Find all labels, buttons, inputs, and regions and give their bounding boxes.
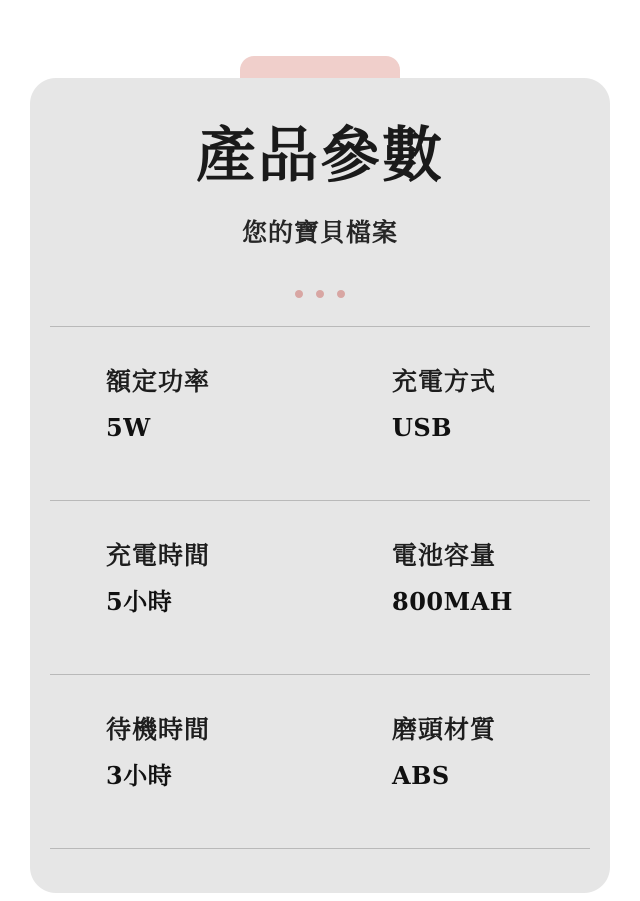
dot-icon <box>295 290 303 298</box>
spec-label: 電池容量 <box>392 541 497 570</box>
spec-item-battery-capacity <box>320 501 590 674</box>
spec-label: 充電方式 <box>392 367 497 396</box>
dot-icon <box>337 290 345 298</box>
spec-item-charging-method <box>320 327 590 500</box>
spec-value: 3小時 <box>106 761 173 790</box>
spec-value: ABS <box>392 761 450 790</box>
dot-icon <box>316 290 324 298</box>
spec-value: USB <box>392 413 453 442</box>
spec-label: 充電時間 <box>106 541 211 570</box>
spec-value: 5W <box>106 413 151 442</box>
spec-card <box>30 78 610 893</box>
spec-item-rated-power <box>50 327 320 500</box>
spec-value: 800MAH <box>392 587 513 616</box>
spec-value: 5小時 <box>106 587 173 616</box>
spec-label: 待機時間 <box>106 715 211 744</box>
page-subtitle: 您的寶貝檔案 <box>241 218 398 247</box>
spec-item-standby-time <box>50 675 320 848</box>
spec-table <box>50 326 590 849</box>
spec-label: 磨頭材質 <box>392 715 497 744</box>
page-title: 產品參數 <box>196 121 444 191</box>
dot-separator <box>30 283 610 297</box>
spec-row <box>50 675 590 848</box>
spec-item-charging-time <box>50 501 320 674</box>
spec-label: 額定功率 <box>106 367 211 396</box>
spec-row <box>50 327 590 500</box>
divider <box>50 848 590 849</box>
spec-item-head-material <box>320 675 590 848</box>
spec-row <box>50 501 590 674</box>
